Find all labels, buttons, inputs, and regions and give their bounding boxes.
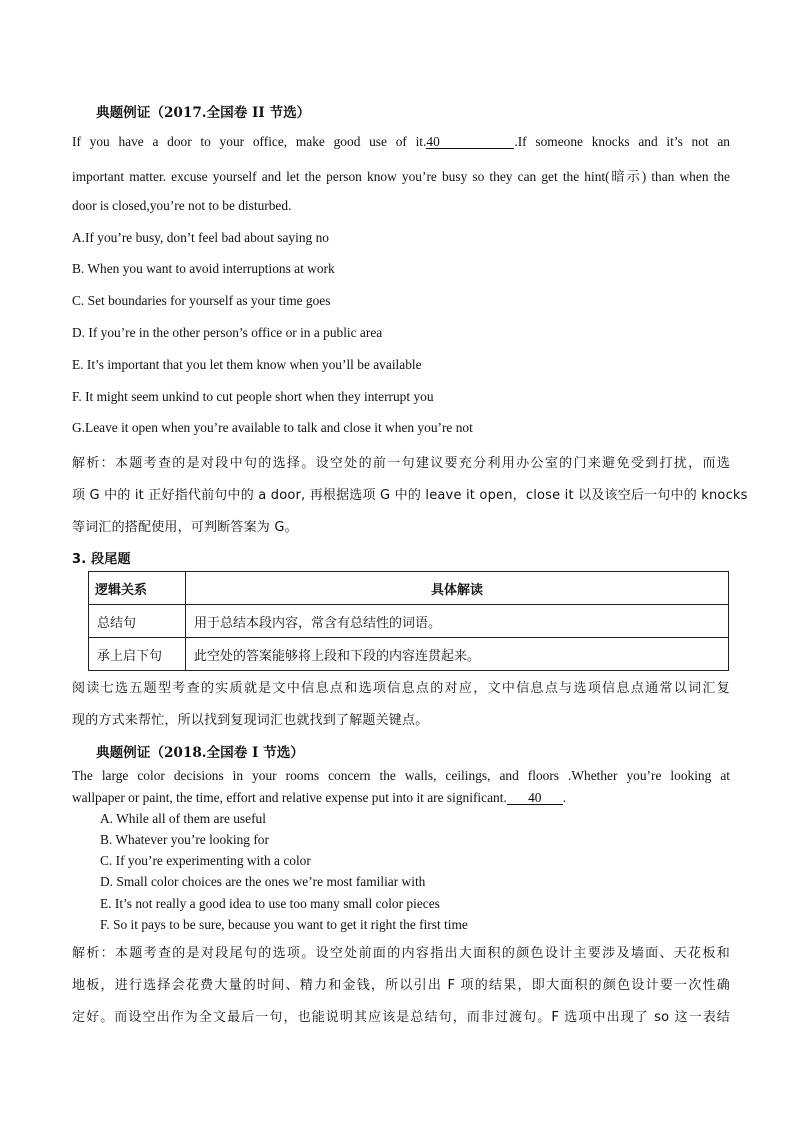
example1-analysis-line-2: 项 G 中的 it 正好指代前句中的 a door, 再根据选项 G 中的 leave it open，close it 以及该空后一句中的 knocks xyxy=(72,488,748,503)
table-header-logic: 逻辑关系 xyxy=(89,572,186,605)
summary-line-1: 阅读七选五题型考查的实质就是文中信息点和选项信息点的对应，文中信息点与选项信息点通常以词汇复 xyxy=(72,681,730,696)
logic-table xyxy=(88,571,729,671)
example2-analysis-line-2: 地板，进行选择会花费大量的时间、精力和金钱，所以引出 F 项的结果，即大面积的颜色设计要一次性确 xyxy=(72,978,730,993)
example2-text-after-blank: . xyxy=(562,790,567,805)
example2-option-b: B. Whatever you’re looking for xyxy=(100,832,269,847)
example1-paragraph-line-2: important matter. excuse yourself and let the person know you’re busy so they can get the hint(暗示) than when the xyxy=(72,169,730,184)
table-cell-logic: 承上启下句 xyxy=(89,638,186,671)
example1-option-d: D. If you’re in the other person’s office or in a public area xyxy=(72,325,383,340)
summary-line-2: 现的方式来帮忙，所以找到复现词汇也就找到了解题关键点。 xyxy=(72,713,429,728)
example1-paragraph-line-1 xyxy=(72,134,730,150)
example2-heading: 典题例证（2018.全国卷 I 节选） xyxy=(96,745,304,761)
example2-analysis-line-3: 定好。而设空出作为全文最后一句，也能说明其应该是总结句，而非过渡句。F 选项中出现了 so 这一表结 xyxy=(72,1010,730,1025)
example1-text-after-blank: .If someone knocks and it’s not an xyxy=(514,134,730,149)
example2-analysis-line-1: 解析：本题考查的是对段尾句的选项。设空处前面的内容指出大面积的颜色设计主要涉及墙面、天花板和 xyxy=(72,946,730,961)
example1-paragraph-line-3: door is closed,you’re not to be disturbed. xyxy=(72,198,292,213)
example2-option-e: E. It’s not really a good idea to use too many small color pieces xyxy=(100,896,440,911)
example1-text-before-blank: If you have a door to your office, make good use of it. xyxy=(72,134,427,149)
example2-paragraph-line-1: The large color decisions in your rooms concern the walls, ceilings, and floors .Whether you’re looking at xyxy=(72,768,730,783)
example2-option-a: A. While all of them are useful xyxy=(100,811,266,826)
example2-text-before-blank: wallpaper or paint, the time, effort and relative expense put into it are significant. xyxy=(72,790,507,805)
example2-option-c: C. If you’re experimenting with a color xyxy=(100,853,311,868)
section3-title: 3. 段尾题 xyxy=(72,552,131,567)
example1-option-a: A.If you’re busy, don’t feel bad about saying no xyxy=(72,230,329,245)
table-header-interpretation: 具体解读 xyxy=(186,572,729,605)
example1-option-g: G.Leave it open when you’re available to talk and close it when you’re not xyxy=(72,420,473,435)
table-row xyxy=(89,638,729,671)
example1-option-f: F. It might seem unkind to cut people short when they interrupt you xyxy=(72,389,434,404)
example1-blank: 40 xyxy=(426,135,514,149)
example2-option-f: F. So it pays to be sure, because you want to get it right the first time xyxy=(100,917,468,932)
example1-heading: 典题例证（2017.全国卷 II 节选） xyxy=(96,105,311,121)
example2-option-d: D. Small color choices are the ones we’re most familiar with xyxy=(100,874,426,889)
example1-option-b: B. When you want to avoid interruptions at work xyxy=(72,261,335,276)
example2-paragraph-line-2 xyxy=(72,790,730,806)
table-cell-interpretation: 此空处的答案能够将上段和下段的内容连贯起来。 xyxy=(186,638,729,671)
table-cell-logic: 总结句 xyxy=(89,605,186,638)
table-cell-interpretation: 用于总结本段内容，常含有总结性的词语。 xyxy=(186,605,729,638)
example1-analysis-line-1: 解析：本题考查的是对段中句的选择。设空处的前一句建议要充分利用办公室的门来避免受到打扰，而选 xyxy=(72,456,730,471)
table-header-row xyxy=(89,572,729,605)
example2-blank: 40 xyxy=(507,791,563,805)
table-row xyxy=(89,605,729,638)
example1-analysis-line-3: 等词汇的搭配使用，可判断答案为 G。 xyxy=(72,520,298,535)
example1-option-e: E. It’s important that you let them know when you’ll be available xyxy=(72,357,422,372)
example1-option-c: C. Set boundaries for yourself as your time goes xyxy=(72,293,331,308)
